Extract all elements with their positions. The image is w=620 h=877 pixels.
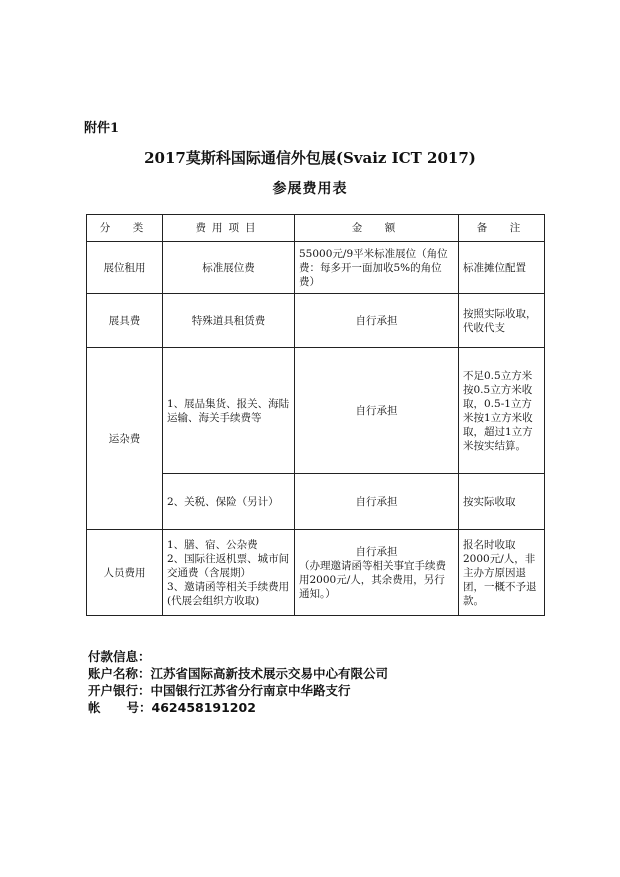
- payment-info: [88, 648, 388, 716]
- amount-line: 自行承担: [355, 545, 398, 558]
- cell-amount: [295, 530, 459, 616]
- cell-item: 标准展位费: [163, 242, 295, 294]
- cell-item: 1、展品集货、报关、海陆运输、海关手续费等: [163, 348, 295, 474]
- cell-amount: 自行承担: [295, 294, 459, 348]
- amount-line: （办理邀请函等相关事宜手续费用2000元/人，其余费用，另行通知。）: [299, 559, 446, 600]
- annex-label: 附件1: [84, 121, 120, 136]
- account-no-value: 462458191202: [151, 700, 256, 715]
- cell-amount: 自行承担: [295, 348, 459, 474]
- account-no-line: [88, 699, 388, 716]
- account-no-label-b: 号：: [126, 700, 152, 715]
- cell-note: 报名时收取2000元/人，非主办方原因退团，一概不予退款。: [459, 530, 545, 616]
- cell-category: 展具费: [87, 294, 163, 348]
- cell-amount: 自行承担: [295, 474, 459, 530]
- bank-value: 中国银行江苏省分行南京中华路支行: [150, 683, 351, 698]
- bank-label: 开户银行：: [88, 683, 151, 698]
- account-name-line: [88, 665, 388, 682]
- item-line: 1、膳、宿、公杂费: [167, 538, 258, 551]
- account-no-label-a: 帐: [88, 700, 101, 715]
- table-row-personnel: [87, 530, 545, 616]
- account-name-value: 江苏省国际高新技术展示交易中心有限公司: [150, 666, 389, 681]
- item-line: 3、邀请函等相关手续费用(代展会组织方收取): [167, 580, 290, 607]
- header-category: 分 类: [87, 215, 163, 242]
- cell-item: 特殊道具租赁费: [163, 294, 295, 348]
- cell-amount: 55000元/9平米标准展位（角位费：每多开一面加收5%的角位费）: [295, 242, 459, 294]
- header-item: 费用项目: [163, 215, 295, 242]
- header-amount: 金 额: [295, 215, 459, 242]
- table-header-row: [87, 215, 545, 242]
- cell-category: 展位租用: [87, 242, 163, 294]
- cell-note: 标准摊位配置: [459, 242, 545, 294]
- cell-item: 2、关税、保险（另计）: [163, 474, 295, 530]
- cell-item: [163, 530, 295, 616]
- fee-table: [86, 214, 545, 616]
- cell-note: 不足0.5立方米按0.5立方米收取，0.5-1立方米按1立方米收取，超过1立方米按实结算。: [459, 348, 545, 474]
- account-name-label: 账户名称：: [88, 666, 151, 681]
- document-subtitle: 参展费用表: [272, 181, 348, 197]
- cell-note: 按实际收取: [459, 474, 545, 530]
- bank-line: [88, 682, 388, 699]
- header-note: 备 注: [459, 215, 545, 242]
- table-row-props: [87, 294, 545, 348]
- cell-note: 按照实际收取，代收代支: [459, 294, 545, 348]
- table-row-booth: [87, 242, 545, 294]
- document-title: 2017莫斯科国际通信外包展(Svaiz ICT 2017): [144, 149, 476, 167]
- cell-category: 人员费用: [87, 530, 163, 616]
- cell-category: 运杂费: [87, 348, 163, 530]
- payment-heading: 付款信息：: [88, 649, 151, 664]
- item-line: 2、国际往返机票、城市间交通费（含展期）: [167, 552, 290, 579]
- table-row-freight-1: [87, 348, 545, 474]
